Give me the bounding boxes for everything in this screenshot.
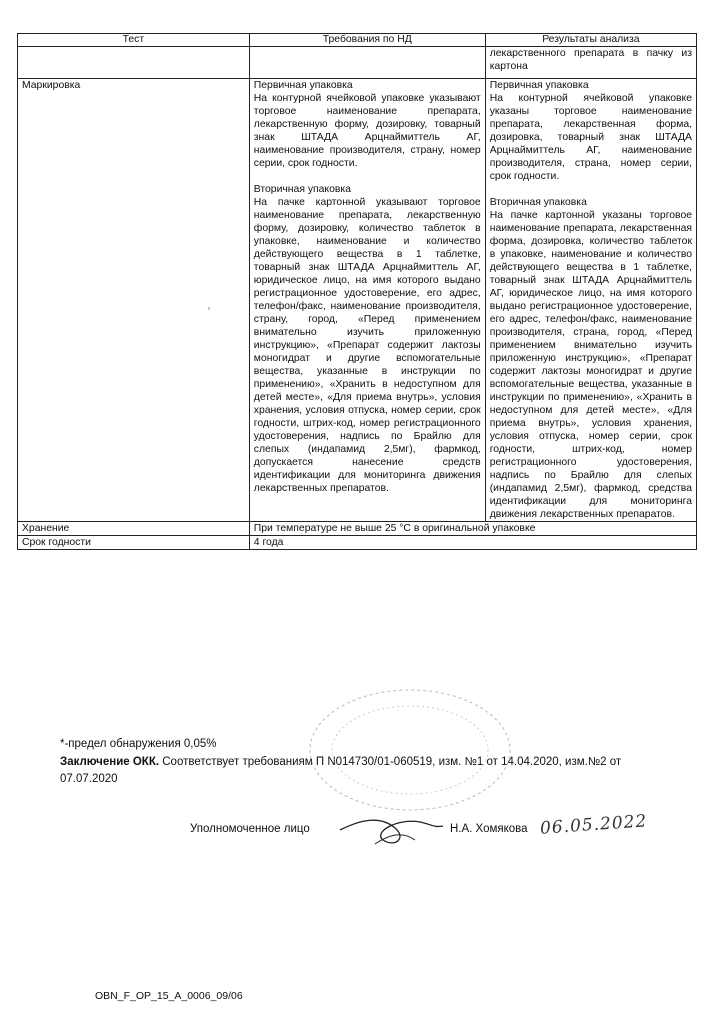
signature-scribble xyxy=(335,800,445,860)
form-code: OBN_F_OP_15_A_0006_09/06 xyxy=(95,990,243,1002)
analysis-table xyxy=(17,33,697,550)
header-results: Результаты анализа xyxy=(485,34,696,47)
shelf-life-test: Срок годности xyxy=(18,536,250,550)
req-primary-title: Первичная упаковка xyxy=(253,80,353,91)
marking-row xyxy=(18,79,697,522)
signatory-name: Н.А. Хомякова xyxy=(450,823,528,835)
conclusion-label: Заключение ОКК. xyxy=(60,756,160,768)
marking-test: Маркировка xyxy=(18,79,250,522)
res-primary-text: На контурной ячейковой упаковке указаны торговое наименование препарата, лекарственная форма, дозировка, товарный знак ШТАДА Арцнаймиттель АГ, наименование производителя, страна, номер серии, срок годности. xyxy=(489,93,692,182)
storage-value: При температуре не выше 25 °C в оригинальной упаковке xyxy=(249,522,696,536)
shelf-life-row xyxy=(18,536,697,550)
storage-row xyxy=(18,522,697,536)
storage-test: Хранение xyxy=(18,522,250,536)
res-secondary-title: Вторичная упаковка xyxy=(489,197,587,208)
req-secondary-text: На пачке картонной указывают торговое наименование препарата, лекарственную форму, дозировку, количество таблеток в упаковке, наименование и количество действующего вещества в 1 таблетке, товарный знак ШТАДА Арцнаймиттель АГ, юридическое лицо, на имя которого выдано регистрационное удостоверение, его адрес, телефон/факс, наименование производителя, страну, город, «Перед применением внимательно изучить приложенную инструкцию», «Препарат содержит лактозы моногидрат и другие вспомогательные вещества, указанные в инструкции по применению», «Хранить в недоступном для детей месте», «Для приема внутрь», условия хранения, условия отпуска, номер серии, срок годности, штрих-код, номер регистрационного удостоверения, надпись по Брайлю для слепых (индапамид 2,5мг), фармкод, допускается нанесение средств идентификации для мониторинга движения лекарственных препаратов. xyxy=(253,197,481,494)
conclusion-text: Соответствует требованиям П N014730/01-060519, изм. №1 от 14.04.2020, изм.№2 от 07.07.2020 xyxy=(60,756,622,785)
res-primary-title: Первичная упаковка xyxy=(489,80,589,91)
header-requirements: Требования по НД xyxy=(249,34,485,47)
continuation-result: лекарственного препарата в пачку из картона xyxy=(485,47,696,79)
marking-results xyxy=(485,79,696,522)
req-secondary-title: Вторичная упаковка xyxy=(253,184,351,195)
marking-requirements xyxy=(249,79,485,522)
res-secondary-text: На пачке картонной указаны торговое наименование препарата, лекарственная форма, дозировка, количество таблеток в упаковке, наименование и количество действующего вещества в 1 таблетке, товарный знак ШТАДА Арцнаймиттель АГ, юридическое лицо, на имя которого выдано регистрационное удостоверение, его адрес, телефон/факс, наименование производителя, страна, город, «Перед применением внимательно изучить приложенную инструкцию», «Препарат содержит лактозы моногидрат и другие вспомогательные вещества, указанные в инструкции по применению», «Хранить в недоступном для детей месте», «Для приема внутрь», условия хранения, условия отпуска, номер серии, срок годности, штрих-код, номер регистрационного удостоверения, надпись по Брайлю для слепых (индапамид 2,5мг), фармкод, средства идентификации для мониторинга движения лекарственных препаратов. xyxy=(489,210,692,520)
signature-date: 06.05.2022 xyxy=(539,811,648,839)
footnote: *-предел обнаружения 0,05% xyxy=(60,738,217,750)
stray-mark: ’ xyxy=(208,306,210,316)
signatory-role: Уполномоченное лицо xyxy=(190,823,310,835)
req-primary-text: На контурной ячейковой упаковке указывают торговое наименование препарата, лекарственную форму, дозировку, товарный знак ШТАДА Арцнаймиттель АГ, наименование производителя, страну, номер серии, срок годности. xyxy=(253,93,481,169)
continuation-row xyxy=(18,47,697,79)
shelf-life-value: 4 года xyxy=(249,536,696,550)
header-test: Тест xyxy=(18,34,250,47)
table-header-row xyxy=(18,34,697,47)
